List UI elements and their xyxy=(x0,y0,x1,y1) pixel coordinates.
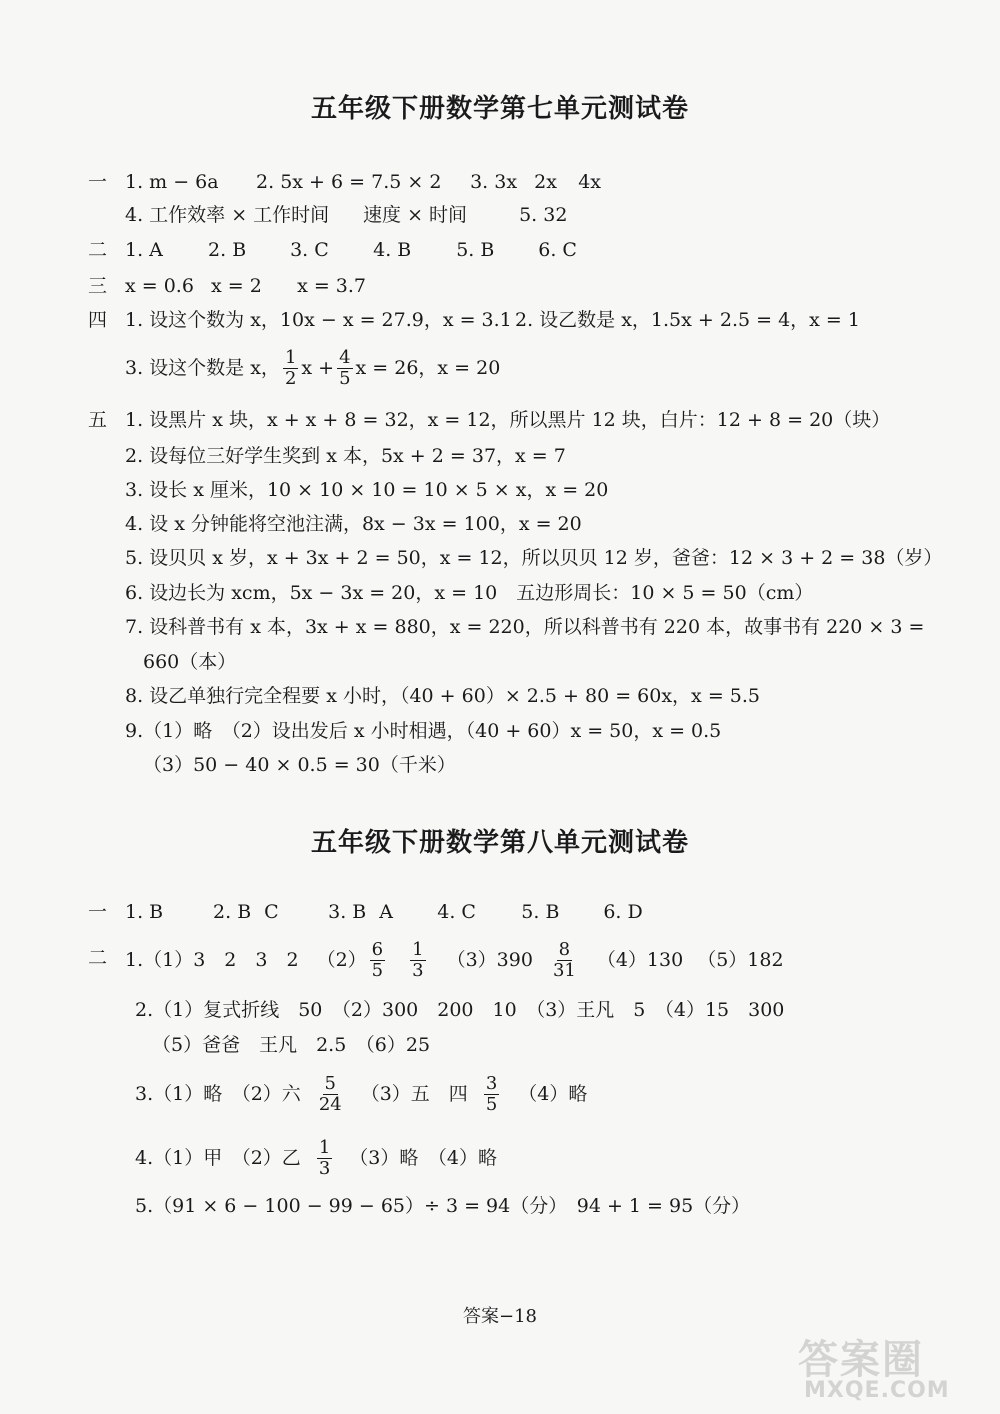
fraction xyxy=(484,1074,499,1115)
s7-part5-line7-cont: 660（本） xyxy=(143,651,237,673)
s8-part2-label: 二 xyxy=(88,947,108,969)
numerator: 1 xyxy=(412,938,424,960)
fraction xyxy=(283,348,298,389)
text-segment: （3）略 （4）略 xyxy=(349,1147,497,1169)
text-segment: （2） xyxy=(316,949,367,971)
page-footer: 答案−18 xyxy=(463,1306,537,1327)
fraction xyxy=(317,1074,344,1115)
answer-item: C xyxy=(264,901,279,923)
text-segment: （3）390 xyxy=(446,949,533,971)
answer-item: 5. B xyxy=(456,239,495,261)
answer-item: 速度 × 时间 xyxy=(363,204,468,226)
s8-part2-q2-cont: （5）爸爸 王凡 2.5 （6）25 xyxy=(152,1034,431,1056)
s7-part5-line3: 3. 设长 x 厘米，10 × 10 × 10 = 10 × 5 × x，x = 20 xyxy=(125,479,609,501)
s7-part4-q3 xyxy=(125,340,500,396)
s7-part5-line2: 2. 设每位三好学生奖到 x 本，5x + 2 = 37，x = 7 xyxy=(125,445,566,467)
s7-part5-label: 五 xyxy=(88,409,108,431)
watermark-top: 答案圈 xyxy=(798,1337,924,1383)
section8-title: 五年级下册数学第八单元测试卷 xyxy=(310,828,689,858)
answer-item: 1. m − 6a xyxy=(125,171,219,193)
answer-item: 4x xyxy=(578,171,601,193)
text-segment: （4）略 xyxy=(518,1083,588,1105)
answer-item: 6. D xyxy=(603,901,643,923)
s7-part5-line4: 4. 设 x 分钟能将空池注满，8x − 3x = 100，x = 20 xyxy=(125,513,582,535)
text-segment: x + xyxy=(301,357,335,379)
answer-item: 2x xyxy=(534,171,557,193)
numerator: 3 xyxy=(485,1072,498,1094)
answer-item: 4. C xyxy=(437,901,476,923)
text-segment: （4）130 xyxy=(596,949,684,971)
s8-part2-q4 xyxy=(135,1130,497,1186)
s7-part1-row1 xyxy=(125,170,601,194)
answer-item: 2. B xyxy=(213,901,252,923)
text-segment: 4.（1）甲 （2）乙 xyxy=(135,1147,301,1169)
denominator: 24 xyxy=(318,1093,342,1115)
s7-part5-line5: 5. 设贝贝 x 岁，x + 3x + 2 = 50，x = 12，所以贝贝 12 岁，爸爸：12 × 3 + 2 = 38（岁） xyxy=(125,547,943,569)
s7-part5-line9-cont: （3）50 − 40 × 0.5 = 30（千米） xyxy=(143,754,456,776)
denominator: 3 xyxy=(318,1157,331,1179)
denominator: 5 xyxy=(371,959,384,981)
answer-item: 1. A xyxy=(125,239,163,261)
s8-part2-q2: 2.（1）复式折线 50 （2）300 200 10 （3）王凡 5 （4）15 300 xyxy=(135,999,785,1021)
text-segment: 3. 设这个数是 x， xyxy=(125,357,280,379)
answer-item: x = 2 xyxy=(211,275,262,297)
s8-part2-q1 xyxy=(125,932,784,988)
watermark-bottom: MXQE.COM xyxy=(804,1378,950,1403)
denominator: 5 xyxy=(485,1093,498,1115)
denominator: 5 xyxy=(339,367,351,389)
numerator: 1 xyxy=(318,1136,331,1158)
watermark-logo xyxy=(790,1328,990,1408)
answer-item: 1. B xyxy=(125,901,164,923)
s7-part5-line1: 1. 设黑片 x 块，x + x + 8 = 32，x = 12，所以黑片 12 块，白片：12 + 8 = 20（块） xyxy=(125,409,891,431)
s7-part4-label: 四 xyxy=(88,309,108,331)
s8-part1-label: 一 xyxy=(88,901,108,923)
numerator: 1 xyxy=(284,346,297,368)
s7-part1-row2 xyxy=(125,203,567,227)
answer-item: 4. 工作效率 × 工作时间 xyxy=(125,204,330,226)
numerator: 4 xyxy=(339,346,351,368)
answer-item: 3. 3x xyxy=(470,171,518,193)
numerator: 5 xyxy=(324,1072,336,1094)
s7-part5-line6: 6. 设边长为 xcm，5x − 3x = 20，x = 10 五边形周长：10 × 5 = 50（cm） xyxy=(125,582,814,604)
numerator: 6 xyxy=(371,938,384,960)
answer-item: 6. C xyxy=(538,239,577,261)
s7-part1-label: 一 xyxy=(88,171,108,193)
s7-part4-q2: 2. 设乙数是 x，1.5x + 2.5 = 4，x = 1 xyxy=(515,309,860,331)
fraction xyxy=(370,940,385,981)
denominator: 31 xyxy=(552,959,576,981)
fraction xyxy=(551,940,578,981)
s8-part1-row xyxy=(125,900,643,924)
answer-item: 4. B xyxy=(373,239,412,261)
text-segment: x = 26，x = 20 xyxy=(355,357,501,379)
text-segment: （3）五 四 xyxy=(360,1083,468,1105)
text-segment: 1.（1）3 2 3 2 xyxy=(125,949,299,971)
fraction xyxy=(317,1138,332,1179)
denominator: 3 xyxy=(412,959,424,981)
s8-part2-q3 xyxy=(135,1066,587,1122)
answer-item: 3. C xyxy=(290,239,329,261)
answer-item: x = 3.7 xyxy=(297,275,367,297)
s7-part4-q1: 1. 设这个数为 x，10x − x = 27.9，x = 3.1 xyxy=(125,309,512,331)
s7-part2-label: 二 xyxy=(88,239,108,261)
numerator: 8 xyxy=(558,938,571,960)
s7-part5-line9: 9.（1）略 （2）设出发后 x 小时相遇，（40 + 60）x = 50，x = 0.5 xyxy=(125,720,722,742)
section7-title: 五年级下册数学第七单元测试卷 xyxy=(310,94,689,124)
answer-item: x = 0.6 xyxy=(125,275,194,297)
s7-part5-line8: 8. 设乙单独行完全程要 x 小时，（40 + 60）× 2.5 + 80 = 60x，x = 5.5 xyxy=(125,685,760,707)
denominator: 2 xyxy=(284,367,297,389)
answer-item: 3. B xyxy=(328,901,367,923)
s7-part3-label: 三 xyxy=(88,275,108,297)
s8-part2-q5: 5.（91 × 6 − 100 − 99 − 65）÷ 3 = 94（分） 94 + 1 = 95（分） xyxy=(135,1195,751,1217)
answer-item: 5. 32 xyxy=(519,204,568,226)
answer-item: A xyxy=(379,901,393,923)
fraction xyxy=(410,940,425,981)
text-segment: （5）182 xyxy=(697,949,784,971)
fraction xyxy=(337,348,352,389)
answer-item: 2. B xyxy=(208,239,247,261)
answer-item: 2. 5x + 6 = 7.5 × 2 xyxy=(256,171,442,193)
answer-item: 5. B xyxy=(521,901,560,923)
text-segment: 3.（1）略 （2）六 xyxy=(135,1083,301,1105)
s7-part3-row xyxy=(125,274,366,298)
s7-part5-line7: 7. 设科普书有 x 本，3x + x = 880，x = 220，所以科普书有 220 本，故事书有 220 × 3 = xyxy=(125,616,925,638)
s7-part2-row xyxy=(125,238,577,262)
